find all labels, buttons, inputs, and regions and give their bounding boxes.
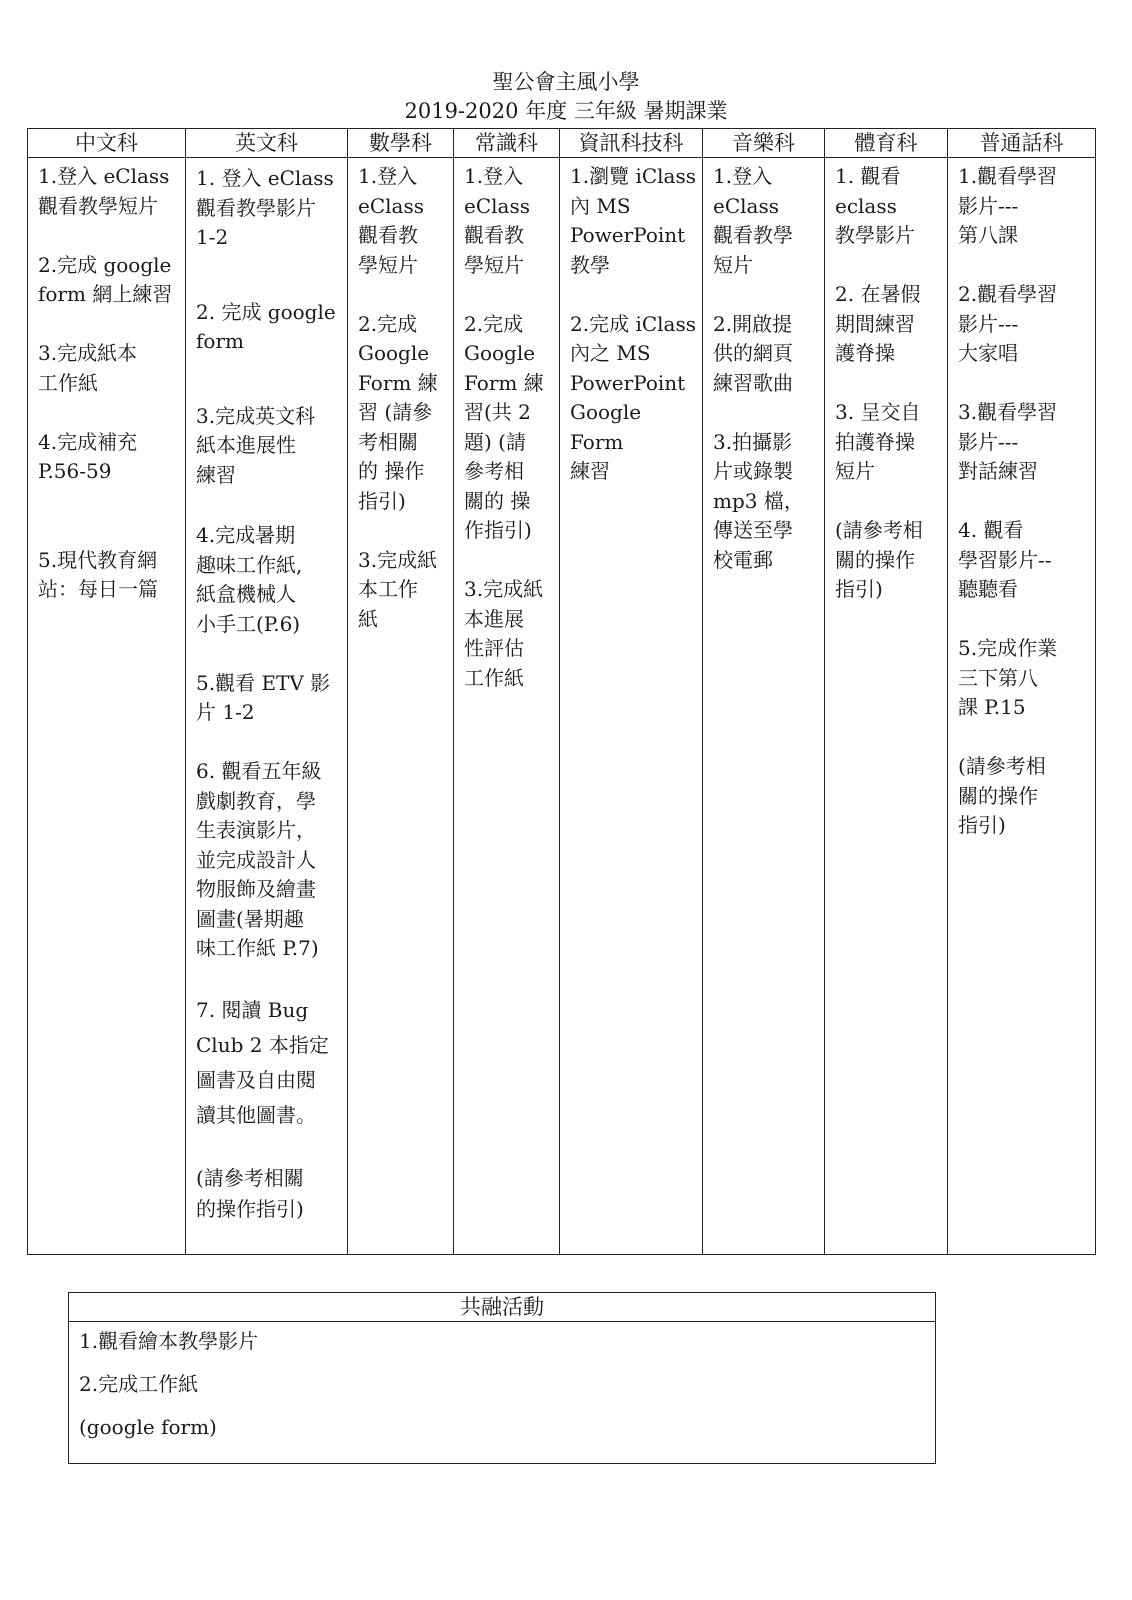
ict-tasks	[560, 158, 703, 1255]
task-item: 2.完成 iClass 內之 MS PowerPoint Google Form 練習	[570, 311, 696, 483]
task-item: 1.登入 eClass 觀看教 學短片	[358, 164, 424, 277]
task-item: 1.登入 eClass 觀看教 學短片	[464, 164, 530, 277]
task-item: 3.完成紙 本進展 性評估 工作紙	[464, 577, 544, 690]
task-item: 6. 觀看五年級 戲劇教育，學 生表演影片， 並完成設計人 物服飾及繪畫 圖畫(暑期趣 味工作紙 P.7)	[196, 759, 322, 960]
subject-header: 常識科	[454, 129, 560, 158]
task-item: (請參考相 關的操作 指引)	[958, 754, 1046, 837]
task-item: 5.完成作業 三下第八 課 P.15	[958, 636, 1058, 719]
task-item: 3. 呈交自 拍護脊操 短片	[835, 400, 921, 483]
task-item: 3.觀看學習 影片--- 對話練習	[958, 400, 1058, 483]
subject-header: 中文科	[28, 129, 186, 158]
subject-header: 體育科	[825, 129, 948, 158]
task-item: 4.完成補充 P.56-59	[38, 429, 138, 483]
inclusion-activity-table	[68, 1292, 936, 1464]
activity-item: 1.觀看繪本教學影片	[79, 1329, 259, 1353]
task-item: 2.完成 google form 網上練習	[38, 252, 173, 306]
activity-title: 共融活動	[69, 1293, 936, 1322]
task-item: 1.登入 eClass 觀看教學短片	[38, 164, 170, 218]
task-item: 5.現代教育網 站：每日一篇	[38, 547, 158, 601]
task-item: 1. 觀看 eclass 教學影片	[835, 164, 915, 247]
homework-table	[27, 128, 1096, 1255]
task-item: 1. 登入 eClass 觀看教學影片 1-2	[196, 166, 334, 249]
activity-content	[69, 1322, 936, 1464]
activity-item: 2.完成工作紙	[79, 1372, 199, 1396]
math-tasks	[348, 158, 454, 1255]
task-item: 7. 閱讀 Bug Club 2 本指定 圖書及自由閱 讀其他圖書。	[196, 998, 329, 1127]
task-item: 3.拍攝影 片或錄製 mp3 檔， 傳送至學 校電郵	[713, 429, 804, 572]
english-tasks	[186, 158, 348, 1255]
task-item: 2.完成 Google Form 練 習(共 2 題) (請 參考相 關的 操 作指引)	[464, 311, 544, 542]
task-item: 2.完成 Google Form 練 習 (請參 考相關 的 操作 指引)	[358, 311, 438, 513]
pe-tasks	[825, 158, 948, 1255]
task-item: (請參考相關 的操作指引)	[196, 1166, 304, 1221]
task-row	[28, 158, 1096, 1255]
task-item: 1.觀看學習 影片--- 第八課	[958, 164, 1058, 247]
subject-header: 英文科	[186, 129, 348, 158]
task-item: 3.完成英文科 紙本進展性 練習	[196, 403, 316, 487]
subject-header: 普通話科	[948, 129, 1096, 158]
activity-item: (google form)	[79, 1415, 217, 1439]
task-item: 2.開啟提 供的網頁 練習歌曲	[713, 311, 793, 395]
task-item: 4.完成暑期 趣味工作紙, 紙盒機械人 小手工(P.6)	[196, 523, 303, 636]
subject-header-row	[28, 129, 1096, 158]
general-studies-tasks	[454, 158, 560, 1255]
subject-header: 音樂科	[703, 129, 825, 158]
music-tasks	[703, 158, 825, 1255]
task-item: 3.完成紙 本工作 紙	[358, 547, 438, 631]
task-item: 1.瀏覽 iClass 內 MS PowerPoint 教學	[570, 164, 696, 277]
subject-header: 數學科	[348, 129, 454, 158]
school-name: 聖公會主風小學	[492, 70, 640, 94]
task-item: 2. 在暑假 期間練習 護脊操	[835, 282, 921, 365]
task-item: (請參考相 關的操作 指引)	[835, 518, 923, 601]
putonghua-tasks	[948, 158, 1096, 1255]
subject-header: 資訊科技科	[560, 129, 703, 158]
task-item: 1.登入 eClass 觀看教學 短片	[713, 164, 793, 277]
document-header	[0, 68, 1132, 126]
document-subtitle: 2019-2020 年度 三年級 暑期課業	[404, 99, 728, 123]
task-item: 5.觀看 ETV 影 片 1-2	[196, 670, 331, 724]
task-item: 2.觀看學習 影片--- 大家唱	[958, 282, 1058, 365]
task-item: 3.完成紙本 工作紙	[38, 341, 138, 395]
task-item: 4. 觀看 學習影片-- 聽聽看	[958, 518, 1052, 601]
chinese-tasks	[28, 158, 186, 1255]
task-item: 2. 完成 google form	[196, 299, 336, 353]
